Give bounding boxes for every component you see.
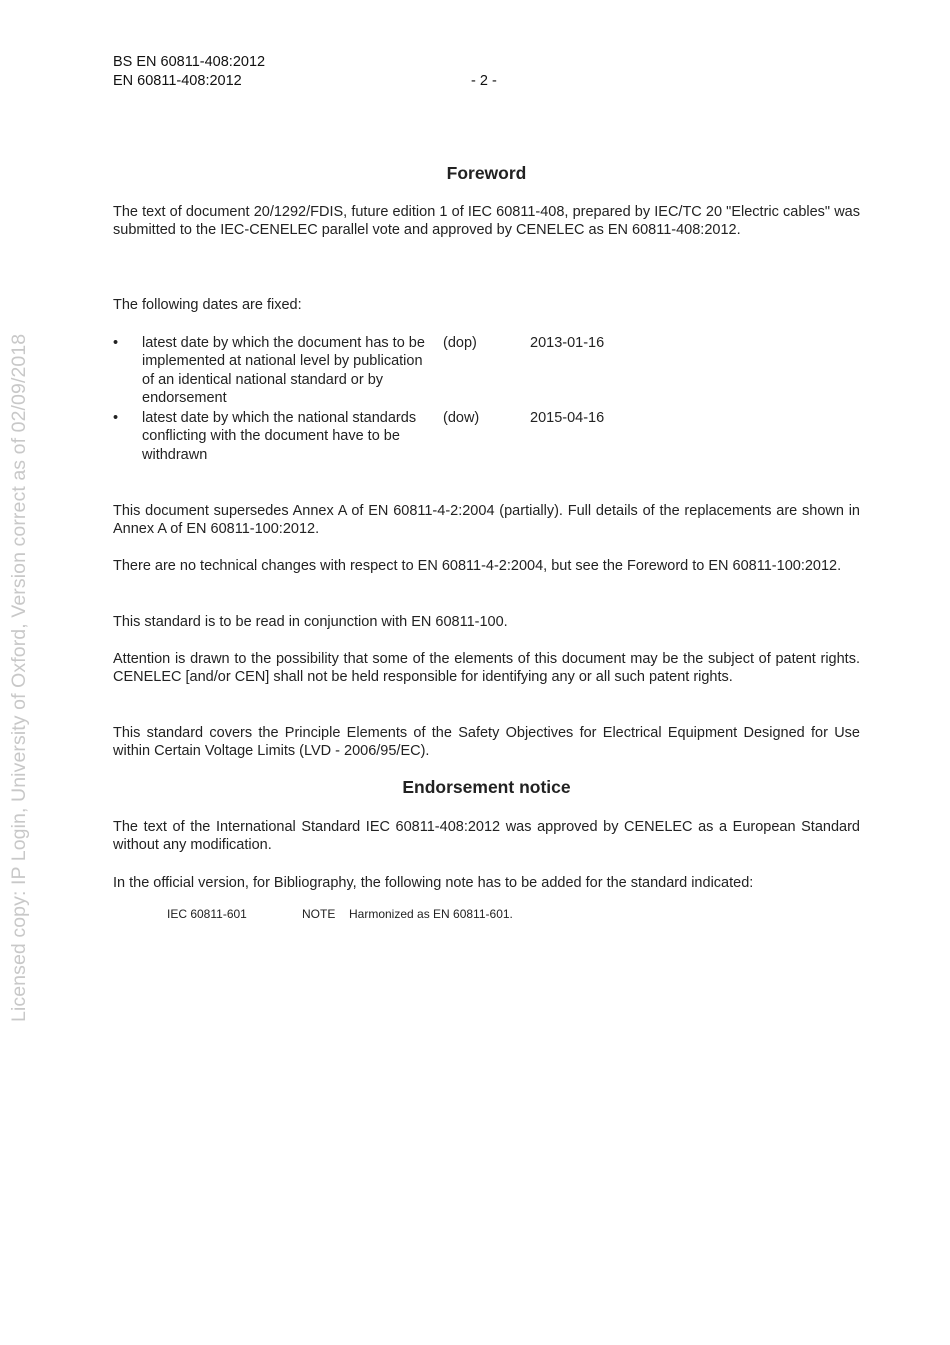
- foreword-intro-paragraph: The text of document 20/1292/FDIS, future edition 1 of IEC 60811-408, prepared by IEC/TC 20 "Electric cables" was submitted to the IEC-CENELEC parallel vote and approved by CENELEC as EN 60811-408:2012.: [113, 204, 860, 239]
- date-value: 2013-01-16: [530, 335, 605, 351]
- header-doc-id-en: EN 60811-408:2012: [113, 73, 242, 89]
- license-watermark: Licensed copy: IP Login, University of Oxford, Version correct as of 02/09/2018: [8, 333, 30, 1022]
- endorsement-approval-paragraph: The text of the International Standard IEC 60811-408:2012 was approved by CENELEC as a European Standard without any modification.: [113, 819, 860, 854]
- safety-objectives-paragraph: This standard covers the Principle Elements of the Safety Objectives for Electrical Equipment Designed for Use within Certain Voltage Limits (LVD - 2006/95/EC).: [113, 725, 860, 760]
- foreword-heading: Foreword: [446, 163, 527, 183]
- patent-rights-paragraph: Attention is drawn to the possibility that some of the elements of this document may be the subject of patent rights. CENELEC [and/or CEN] shall not be held responsible for identifying any or all such patent rights.: [113, 651, 860, 686]
- note-standard-id: IEC 60811-601: [167, 907, 247, 921]
- date-description: latest date by which the document has to be implemented at national level by publication of an identical national standard or by endorsement: [142, 335, 425, 406]
- note-text: Harmonized as EN 60811-601.: [349, 907, 513, 921]
- conjunction-paragraph: This standard is to be read in conjunction with EN 60811-100.: [113, 614, 508, 630]
- dates-intro: The following dates are fixed:: [113, 297, 302, 313]
- date-abbreviation: (dow): [443, 410, 480, 426]
- bibliography-paragraph: In the official version, for Bibliography, the following note has to be added for the standard indicated:: [113, 875, 754, 891]
- bullet-icon: •: [113, 335, 119, 351]
- note-label: NOTE: [302, 907, 336, 921]
- technical-changes-paragraph: There are no technical changes with respect to EN 60811-4-2:2004, but see the Foreword to EN 60811-100:2012.: [113, 558, 842, 574]
- bullet-icon: •: [113, 410, 119, 426]
- date-abbreviation: (dop): [443, 335, 477, 351]
- page-number: - 2 -: [471, 73, 497, 89]
- endorsement-heading: Endorsement notice: [402, 777, 571, 797]
- supersedes-paragraph: This document supersedes Annex A of EN 60811-4-2:2004 (partially). Full details of the replacements are shown in Annex A of EN 60811-100:2012.: [113, 503, 860, 538]
- header-doc-id-bs: BS EN 60811-408:2012: [113, 54, 266, 70]
- date-value: 2015-04-16: [530, 410, 605, 426]
- date-description: latest date by which the national standards conflicting with the document have to be withdrawn: [142, 410, 417, 463]
